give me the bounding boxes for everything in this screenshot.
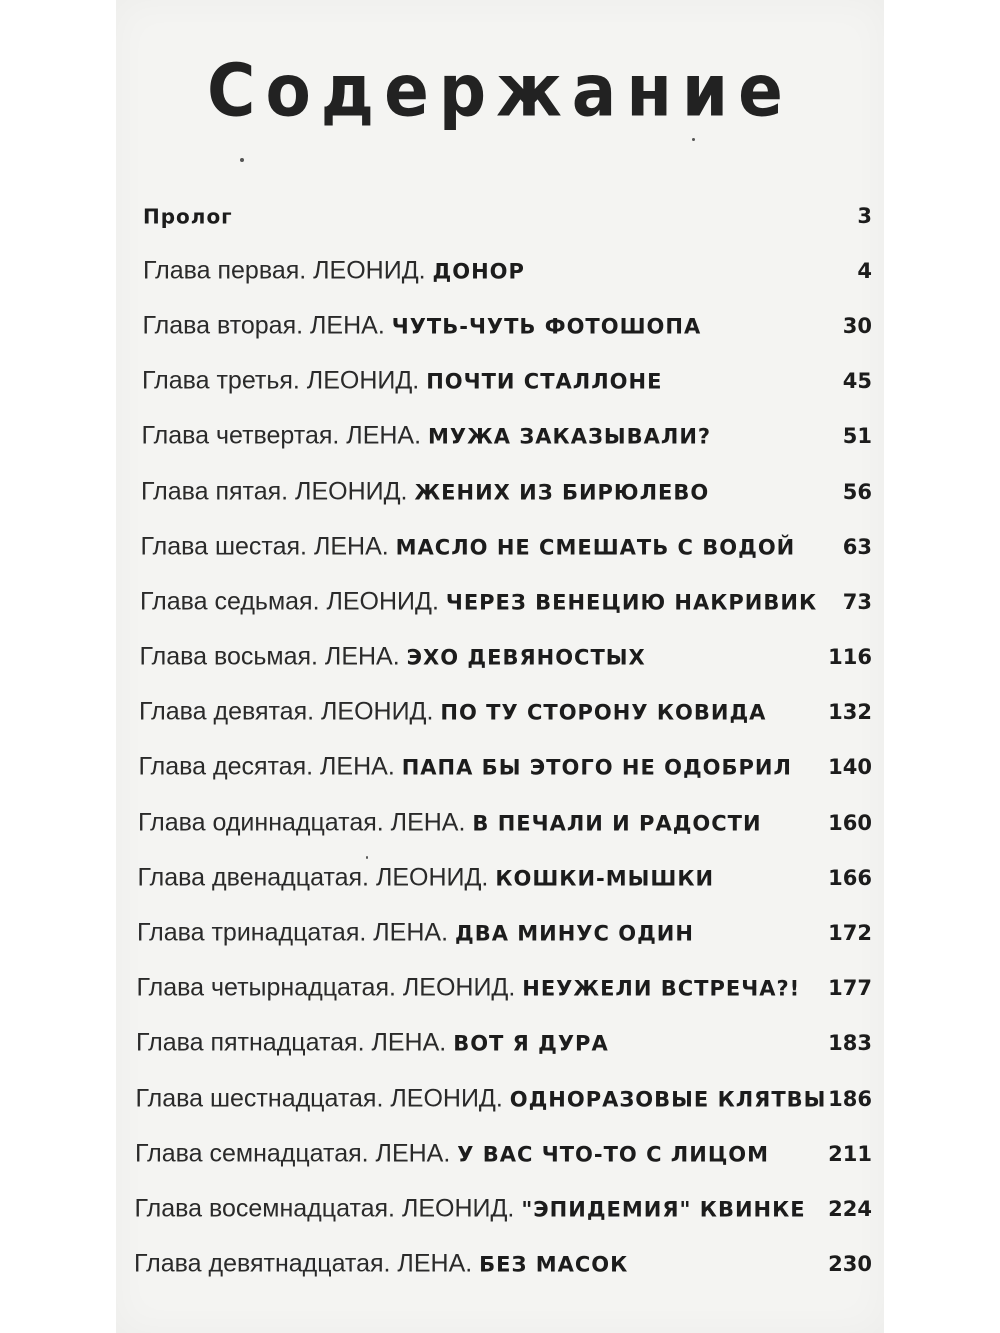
toc-entry <box>116 409 884 464</box>
toc-entry-title: ЧУТЬ-ЧУТЬ ФОТОШОПА <box>391 314 702 339</box>
toc-entry-prefix: Глава двенадцатая. ЛЕОНИД. <box>137 863 489 892</box>
page-title: Содержание <box>207 48 793 133</box>
toc-entry <box>116 630 884 685</box>
toc-page-number: 172 <box>828 921 872 946</box>
toc-entry <box>116 298 884 353</box>
toc-entry-title: КОШКИ-МЫШКИ <box>495 866 715 891</box>
toc-entry-text <box>142 422 712 451</box>
toc-entry-title: ВОТ Я ДУРА <box>453 1031 609 1056</box>
toc-page-number: 73 <box>842 589 872 614</box>
toc-entry-prefix: Глава восемнадцатая. ЛЕОНИД. <box>134 1194 515 1223</box>
toc-entry-text <box>137 919 694 948</box>
toc-entry-prefix: Глава девятнадцатая. ЛЕНА. <box>134 1249 473 1278</box>
toc-page-number: 51 <box>842 424 872 449</box>
toc-entry-title: БЕЗ МАСОК <box>479 1252 629 1277</box>
toc-entry <box>116 850 884 905</box>
toc-entry <box>116 574 884 629</box>
toc-entry <box>116 243 884 298</box>
toc-entry-prefix: Глава вторая. ЛЕНА. <box>142 311 385 340</box>
toc-entry-text <box>138 808 762 837</box>
toc-entry-text <box>140 643 646 672</box>
toc-entry-prefix: Глава пятнадцатая. ЛЕНА. <box>136 1028 447 1057</box>
print-speck <box>692 138 695 141</box>
toc-entry-title: МАСЛО НЕ СМЕШАТЬ С ВОДОЙ <box>395 535 796 560</box>
toc-page-number: 166 <box>828 865 872 890</box>
toc-entry-text <box>134 1250 628 1279</box>
toc-entry-prefix: Глава семнадцатая. ЛЕНА. <box>135 1139 451 1168</box>
toc-entry-text <box>143 201 233 230</box>
toc-page-number: 63 <box>842 534 872 559</box>
toc-entry-text <box>136 1029 609 1058</box>
toc-entry <box>116 1071 884 1126</box>
toc-entry-prefix: Глава шестнадцатая. ЛЕОНИД. <box>135 1084 503 1113</box>
print-speck <box>240 158 244 162</box>
toc-entry-title: Пролог <box>143 204 233 229</box>
toc-page-number: 186 <box>828 1086 872 1111</box>
toc-entry <box>116 464 884 519</box>
toc-page-number: 211 <box>828 1141 872 1166</box>
toc-entry-prefix: Глава третья. ЛЕОНИД. <box>142 366 420 395</box>
toc-entry <box>116 795 884 850</box>
toc-entry-prefix: Глава четырнадцатая. ЛЕОНИД. <box>136 973 516 1002</box>
toc-page-number: 116 <box>828 645 872 670</box>
toc-entry-title: У ВАС ЧТО-ТО С ЛИЦОМ <box>457 1142 770 1167</box>
toc-entry-text <box>135 1139 769 1168</box>
toc-entry-prefix: Глава девятая. ЛЕОНИД. <box>139 697 434 726</box>
toc-page-number: 3 <box>857 203 872 228</box>
toc-entry-prefix: Глава шестая. ЛЕНА. <box>140 532 389 561</box>
toc-entry-title: ПОЧТИ СТАЛЛОНЕ <box>426 369 663 394</box>
toc-page-number: 132 <box>828 700 872 725</box>
toc-entry <box>116 1016 884 1071</box>
toc-entry-text <box>137 974 801 1003</box>
toc-page-number: 160 <box>828 810 872 835</box>
toc-entry-title: "ЭПИДЕМИЯ" КВИНКЕ <box>521 1197 806 1222</box>
toc-entry-prefix: Глава пятая. ЛЕОНИД. <box>141 477 408 506</box>
toc-page-number: 45 <box>842 369 872 394</box>
toc-entry <box>116 519 884 574</box>
toc-entry <box>116 961 884 1016</box>
toc-entry-text <box>143 311 702 340</box>
toc-entry <box>116 905 884 960</box>
toc-entry-text <box>141 477 709 506</box>
toc-entry-text <box>143 256 525 285</box>
toc-entry-title: ЧЕРЕЗ ВЕНЕЦИЮ НАКРИВИК <box>445 590 818 615</box>
toc-entry <box>116 685 884 740</box>
table-of-contents <box>116 188 884 1292</box>
toc-entry-text <box>139 753 792 782</box>
toc-entry <box>116 1237 884 1292</box>
toc-entry-prefix: Глава восьмая. ЛЕНА. <box>139 642 400 671</box>
toc-entry-text <box>138 863 715 892</box>
toc-entry-prefix: Глава одиннадцатая. ЛЕНА. <box>138 808 466 837</box>
toc-entry-text <box>136 1084 827 1113</box>
toc-entry-title: ДОНОР <box>432 259 525 284</box>
toc-entry-text <box>139 698 766 727</box>
toc-entry <box>116 1181 884 1236</box>
book-page <box>116 0 884 1333</box>
toc-entry-prefix: Глава десятая. ЛЕНА. <box>138 752 395 781</box>
toc-page-number: 56 <box>842 479 872 504</box>
toc-entry-text <box>141 532 796 561</box>
toc-page-number: 177 <box>828 976 872 1001</box>
toc-entry-prefix: Глава седьмая. ЛЕОНИД. <box>140 587 439 616</box>
toc-entry-text <box>140 587 817 616</box>
toc-entry-prefix: Глава первая. ЛЕОНИД. <box>143 256 426 285</box>
toc-page-number: 140 <box>828 755 872 780</box>
toc-entry-prefix: Глава четвертая. ЛЕНА. <box>141 421 422 450</box>
toc-entry-title: НЕУЖЕЛИ ВСТРЕЧА?! <box>522 976 801 1001</box>
toc-entry <box>116 740 884 795</box>
toc-entry-prologue <box>116 188 884 243</box>
toc-entry-title: ОДНОРАЗОВЫЕ КЛЯТВЫ <box>509 1087 827 1112</box>
toc-entry-title: В ПЕЧАЛИ И РАДОСТИ <box>472 811 762 836</box>
toc-entry <box>116 1126 884 1181</box>
toc-entry-title: ДВА МИНУС ОДИН <box>454 921 694 946</box>
toc-entry-title: ПАПА БЫ ЭТОГО НЕ ОДОБРИЛ <box>401 755 792 780</box>
toc-entry-text <box>135 1194 806 1223</box>
toc-entry-title: ЭХО ДЕВЯНОСТЫХ <box>406 645 646 670</box>
toc-entry-text <box>142 367 662 396</box>
toc-entry <box>116 354 884 409</box>
toc-page-number: 230 <box>828 1252 872 1277</box>
toc-entry-title: ПО ТУ СТОРОНУ КОВИДА <box>440 700 767 725</box>
toc-entry-title: МУЖА ЗАКАЗЫВАЛИ? <box>428 424 712 449</box>
toc-page-number: 4 <box>857 258 872 283</box>
toc-entry-prefix: Глава тринадцатая. ЛЕНА. <box>137 918 449 947</box>
toc-page-number: 224 <box>828 1196 872 1221</box>
toc-entry-title: ЖЕНИХ ИЗ БИРЮЛЕВО <box>414 480 710 505</box>
toc-page-number: 183 <box>828 1031 872 1056</box>
toc-page-number: 30 <box>842 313 872 338</box>
